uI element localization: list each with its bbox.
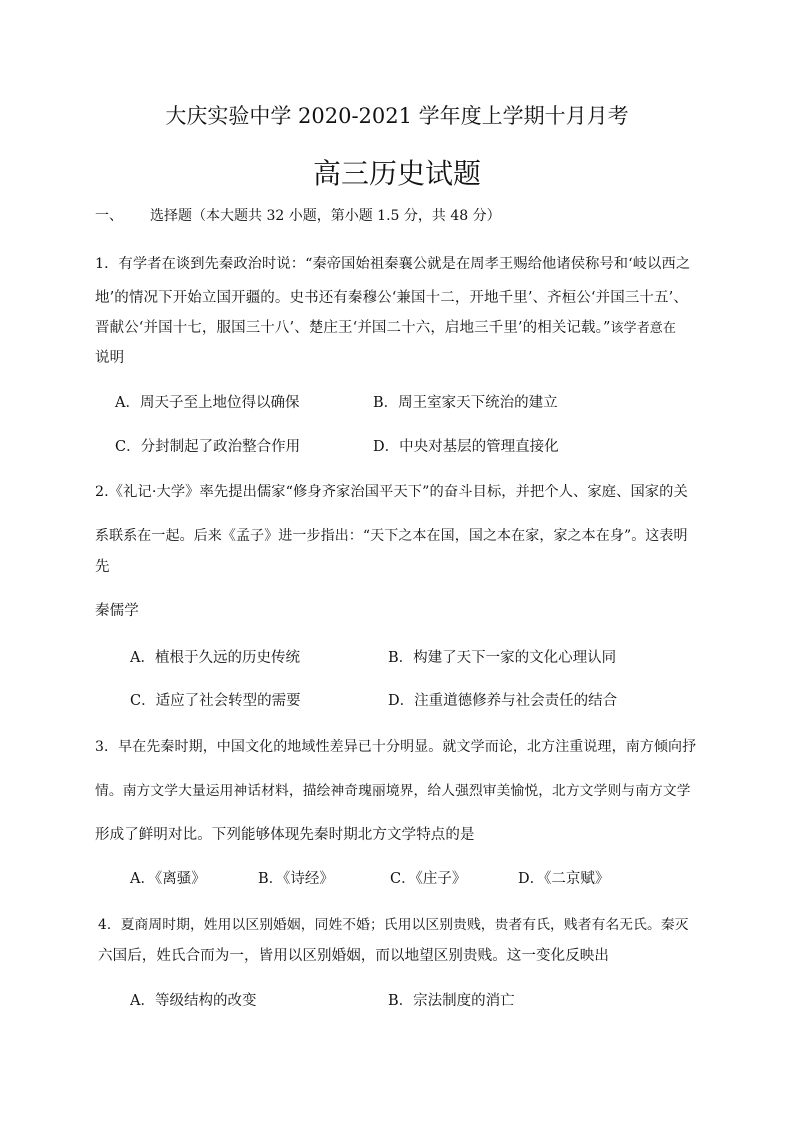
- q4-option-b[interactable]: B．宗法制度的消亡: [388, 993, 515, 1009]
- q2-option-a[interactable]: A．植根于久远的历史传统: [130, 650, 300, 666]
- q1-option-a[interactable]: A．周天子至上地位得以确保: [115, 395, 300, 411]
- q1-line-1: 1．有学者在谈到先秦政治时说：“秦帝国始祖秦襄公就是在周孝王赐给他诸侯称号和‘岐以西之: [95, 256, 691, 272]
- q2-line-3: 先: [95, 559, 110, 575]
- q3-line-2: 情。南方文学大量运用神话材料，描绘神奇瑰丽境界，给人强烈审美愉悦，北方文学则与南方文学: [95, 783, 691, 799]
- q2-option-b[interactable]: B．构建了天下一家的文化心理认同: [388, 650, 617, 666]
- section-text: 选择题（本大题共 32 小题，第小题 1.5 分，共 48 分）: [150, 208, 501, 224]
- q1-line-4: 说明: [95, 350, 125, 366]
- q1-option-d[interactable]: D．中央对基层的管理直接化: [373, 439, 559, 455]
- school-title: 大庆实验中学 2020-2021 学年度上学期十月月考: [165, 104, 629, 128]
- q3-option-b[interactable]: B．《诗经》: [258, 871, 334, 887]
- q2-option-d[interactable]: D．注重道德修养与社会责任的结合: [388, 693, 618, 709]
- q1-line-2: 地’的情况下开始立国开疆的。史书还有秦穆公‘兼国十二，开地千里’、齐桓公‘并国三十五’、: [95, 290, 688, 306]
- q2-line-2: 系联系在一起。后来《孟子》进一步指出：“天下之本在国，国之本在家，家之本在身”。这表明: [95, 528, 688, 544]
- q2-line-1: 2.《礼记·大学》率先提出儒家“修身齐家治国平天下”的奋斗目标，并把个人、家庭、国家的关: [95, 484, 688, 500]
- q2-option-c[interactable]: C．适应了社会转型的需要: [130, 693, 301, 709]
- q3-line-3: 形成了鲜明对比。下列能够体现先秦时期北方文学特点的是: [95, 827, 475, 843]
- exam-title: 高三历史试题: [312, 157, 481, 190]
- q4-line-2: 六国后，姓氏合而为一，皆用以区别婚姻，而以地望区别贵贱。这一变化反映出: [98, 948, 609, 964]
- q1-line-3-wrap: [95, 316, 676, 337]
- q3-line-1: 3．早在先秦时期，中国文化的地域性差异已十分明显。就文学而论，北方注重说理，南方倾向抒: [95, 739, 697, 755]
- section-number: 一、: [95, 208, 123, 224]
- q1-line-3: 晋献公‘并国十七，服国三十八’、楚庄王‘并国二十六，启地三千里’的相关记载。”: [95, 320, 611, 336]
- q2-line-4: 秦儒学: [95, 603, 139, 619]
- q1-line-3-tail: 该学者意在: [610, 321, 677, 336]
- q1-option-c[interactable]: C．分封制起了政治整合作用: [115, 439, 301, 455]
- q3-option-d[interactable]: D．《二京赋》: [518, 871, 610, 887]
- q3-option-c[interactable]: C．《庄子》: [390, 871, 467, 887]
- q4-option-a[interactable]: A．等级结构的改变: [130, 993, 257, 1009]
- q3-option-a[interactable]: A．《离骚》: [130, 871, 206, 887]
- q1-option-b[interactable]: B．周王室家天下统治的建立: [373, 395, 558, 411]
- section-heading: [95, 205, 501, 225]
- q4-line-1: 4．夏商周时期，姓用以区别婚姻，同姓不婚；氏用以区别贵贱，贵者有氏，贱者有名无氏。秦灭: [98, 917, 689, 933]
